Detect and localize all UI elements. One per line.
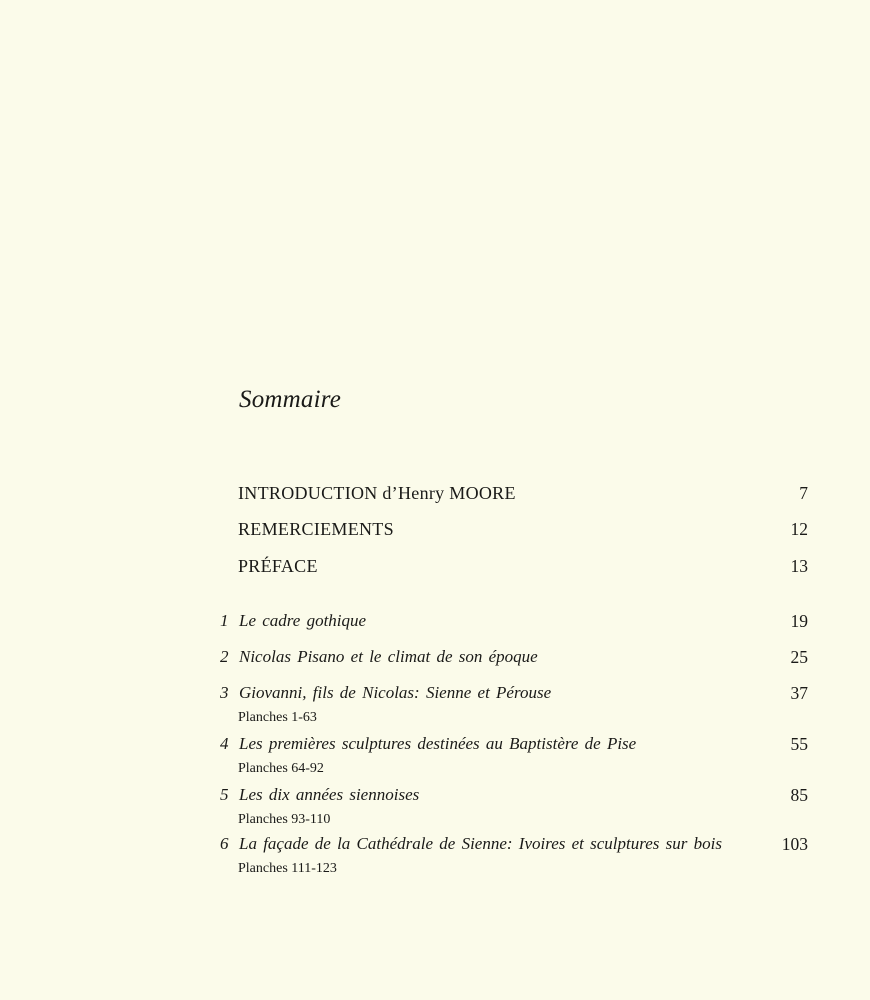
chapter-number: 3: [220, 683, 229, 702]
plates-range: Planches 111-123: [238, 861, 337, 876]
page-number: 13: [790, 556, 808, 576]
page-number: 55: [790, 734, 808, 754]
entry-label: PRÉFACE: [238, 556, 318, 576]
chapter-title: La façade de la Cathédrale de Sienne: Ivoires et sculptures sur bois: [239, 834, 722, 853]
chapter-entry-5[interactable]: [0, 785, 870, 827]
page-number: 25: [790, 647, 808, 667]
plates-range: Planches 93-110: [238, 812, 331, 827]
chapter-title: Nicolas Pisano et le climat de son époque: [239, 647, 538, 666]
page-number: 19: [790, 611, 808, 631]
chapter-title: Les premières sculptures destinées au Baptistère de Pise: [239, 734, 637, 753]
chapter-entry-3[interactable]: [0, 683, 870, 725]
front-matter-entry-remerciements[interactable]: [0, 519, 870, 543]
front-matter-entry-introduction[interactable]: [0, 483, 870, 507]
chapter-entry-1[interactable]: [0, 611, 870, 635]
chapter-title: Giovanni, fils de Nicolas: Sienne et Pérouse: [239, 683, 552, 702]
page-number: 12: [790, 519, 808, 539]
chapter-entry-6[interactable]: [0, 834, 870, 876]
chapter-number: 4: [220, 734, 229, 753]
contents-title: Sommaire: [239, 386, 342, 413]
chapter-number: 5: [220, 785, 229, 804]
entry-label: REMERCIEMENTS: [238, 519, 394, 539]
chapter-title: Les dix années siennoises: [239, 785, 420, 804]
front-matter-entry-preface[interactable]: [0, 556, 870, 580]
chapter-title: Le cadre gothique: [239, 611, 367, 630]
entry-label: INTRODUCTION d’Henry MOORE: [238, 483, 516, 503]
page-number: 103: [781, 834, 808, 854]
page-number: 7: [799, 483, 808, 503]
plates-range: Planches 64-92: [238, 761, 324, 776]
plates-range: Planches 1-63: [238, 710, 317, 725]
chapter-number: 6: [220, 834, 229, 853]
chapter-entry-4[interactable]: [0, 734, 870, 776]
chapter-entry-2[interactable]: [0, 647, 870, 671]
chapter-number: 1: [220, 611, 229, 630]
chapter-number: 2: [220, 647, 229, 666]
page-number: 85: [790, 785, 808, 805]
page-number: 37: [790, 683, 808, 703]
